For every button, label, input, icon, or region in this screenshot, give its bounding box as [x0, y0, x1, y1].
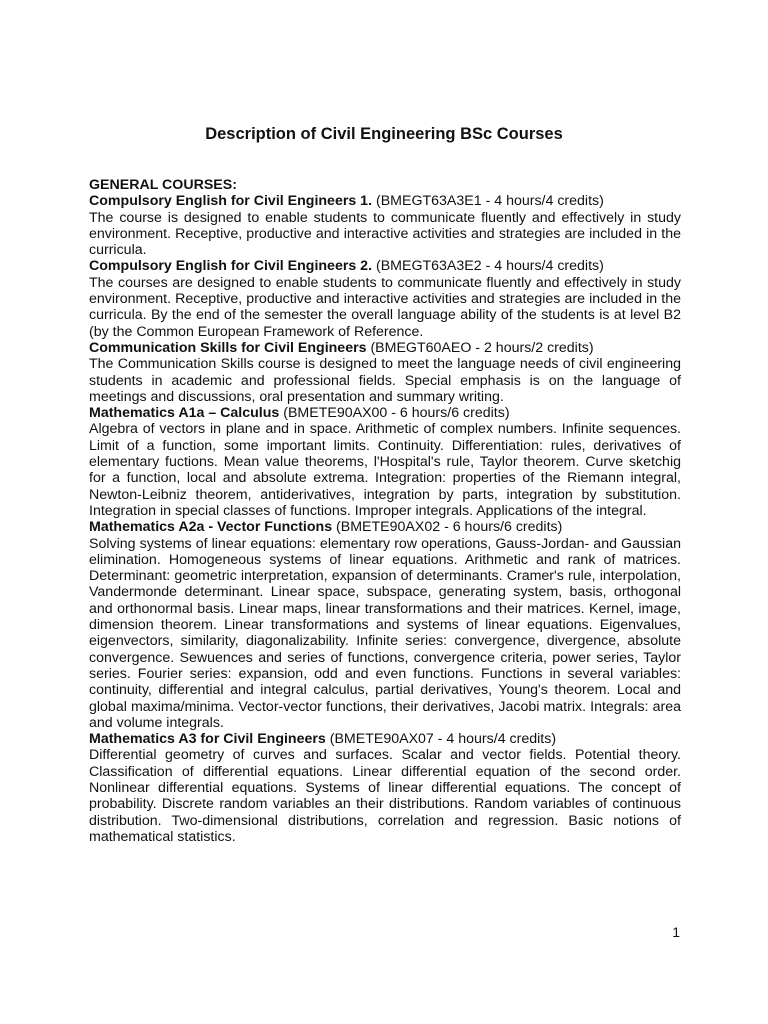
course-name: Mathematics A1a – Calculus — [89, 405, 280, 422]
document-title: Description of Civil Engineering BSc Courses — [205, 125, 563, 143]
section-heading: GENERAL COURSES: — [89, 177, 237, 193]
course-block-english-2 — [89, 258, 681, 339]
course-info: (BMEGT63A3E2 - 4 hours/4 credits) — [372, 258, 604, 275]
course-description: The course is designed to enable students to communicate fluently and effectively in study environment. Receptive, productive and interactive activities and strategies are included in the curricula. — [89, 209, 681, 259]
course-info: (BMEGT63A3E1 - 4 hours/4 credits) — [372, 193, 604, 210]
course-heading — [89, 258, 681, 274]
course-info: (BMEGT60AEO - 2 hours/2 credits) — [366, 339, 594, 356]
course-info: (BMETE90AX07 - 4 hours/4 credits) — [325, 731, 557, 748]
course-block-mathematics-a2a — [89, 519, 681, 731]
course-description: The Communication Skills course is designed to meet the language needs of civil engineering students in academic and professional fields. Special emphasis is on the language of meetings and discussions, oral presentation and summary writing. — [89, 356, 681, 405]
course-name: Communication Skills for Civil Engineers — [89, 339, 367, 356]
course-description: The courses are designed to enable students to communicate fluently and effectively in study environment. Receptive, productive and interactive activities and strategies are included in the curricula. By the end of the semester the overall language ability of the students is at level B2 (by the Common European Framework of Reference. — [89, 274, 681, 340]
course-info: (BMETE90AX02 - 6 hours/6 credits) — [332, 519, 563, 536]
course-heading — [89, 731, 681, 747]
course-heading — [89, 405, 681, 421]
course-description: Solving systems of linear equations: elementary row operations, Gauss-Jordan- and Gaussian elimination. Homogeneous systems of linear equations. Arithmetic and rank of matrices. Determinant: geometric interpretation, expansion of determinants. Cramer's rule, interpolation, Vandermonde determinant. Linear space, subspace, generating system, basis, orthogonal and orthonormal basis. Linear maps, linear transformations and their matrices. Kernel, image, dimension theorem. Linear transformations and systems of linear equations. Eigenvalues, eigenvectors, similarity, diagonalizability. Infinite series: convergence, divergence, absolute convergence. Sewuences and series of functions, convergence criteria, power series, Taylor series. Fourier series: expansion, odd and even functions. Functions in several variables: continuity, differential and integral calculus, partial derivatives, Young's theorem. Local and global maxima/minima. Vector-vector functions, their derivatives, Jacobi matrix. Integrals: area and volume integrals. — [89, 535, 681, 731]
course-heading — [89, 193, 681, 209]
course-block-mathematics-a1a — [89, 405, 681, 519]
course-block-mathematics-a3 — [89, 731, 681, 845]
course-heading — [89, 340, 681, 356]
course-block-english-1 — [89, 193, 681, 258]
course-name: Mathematics A2a - Vector Functions — [89, 519, 333, 536]
course-block-communication-skills — [89, 340, 681, 405]
course-name: Mathematics A3 for Civil Engineers — [89, 731, 326, 748]
course-description: Differential geometry of curves and surfaces. Scalar and vector fields. Potential theory. Classification of differential equations. Linear differential equation of the second order. Nonlinear differential equations. Systems of linear differential equations. The concept of probability. Discrete random variables an their distributions. Random variables of continuous distribution. Two-dimensional distributions, correlation and regression. Basic notions of mathematical statistics. — [89, 747, 681, 845]
course-name: Compulsory English for Civil Engineers 1. — [89, 193, 373, 210]
page-number: 1 — [672, 924, 680, 940]
course-description: Algebra of vectors in plane and in space. Arithmetic of complex numbers. Infinite sequences. Limit of a function, some important limits. Continuity. Differentiation: rules, derivatives of elementary fuctions. Mean value theorems, l'Hospital's rule, Taylor theorem. Curve sketchig for a function, local and absolute extrema. Integration: properties of the Riemann integral, Newton-Leibniz theorem, antiderivatives, integration by parts, integration by substitution. Integration in special classes of functions. Improper integrals. Applications of the integral. — [89, 421, 681, 519]
course-info: (BMETE90AX00 - 6 hours/6 credits) — [279, 405, 510, 422]
course-heading — [89, 519, 681, 535]
course-name: Compulsory English for Civil Engineers 2. — [89, 258, 373, 275]
document-body — [89, 177, 681, 845]
